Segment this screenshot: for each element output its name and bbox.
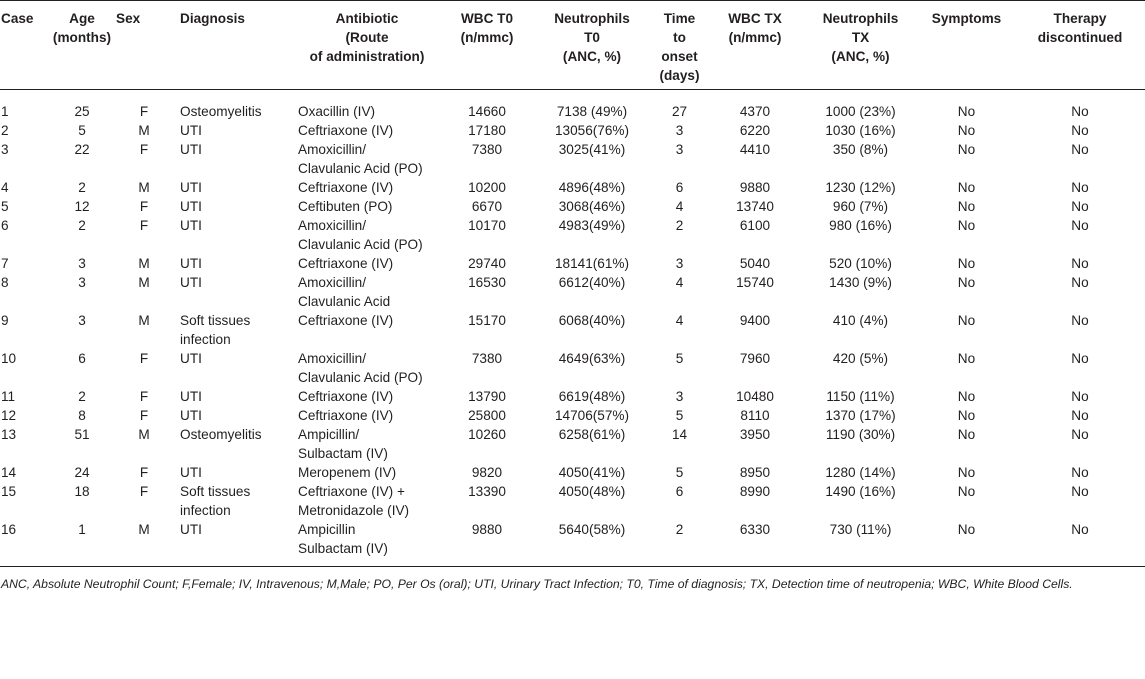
cell-diagnosis-line: Soft tissues (180, 484, 251, 499)
cell-diagnosis (174, 406, 292, 425)
cell-sex: M (114, 520, 174, 567)
cell-antibiotic-line: Amoxicillin/ (298, 218, 366, 233)
cell-time-to-onset: 3 (675, 256, 684, 271)
header-sex-line: Sex (116, 11, 141, 26)
cell-diagnosis-line: Osteomyelitis (180, 427, 262, 442)
cell-sex: F (139, 199, 149, 214)
header-therapy-discontinued (1015, 1, 1145, 90)
cell-diagnosis-line: UTI (180, 180, 202, 195)
cell-sex: F (139, 218, 149, 233)
cell-case: 4 (1, 180, 9, 195)
table-row (0, 482, 1145, 520)
header-case (0, 1, 50, 90)
cell-diagnosis (174, 273, 292, 311)
cell-neutrophils-tx: 960 (7%) (832, 199, 889, 214)
cell-neutrophils-tx: 1370 (17%) (825, 408, 896, 423)
cell-antibiotic (292, 387, 442, 406)
cell-wbc-t0: 15170 (468, 313, 506, 328)
cell-wbc-tx: 3950 (739, 427, 771, 442)
cell-neutrophils-t0: 4649(63%) (558, 351, 626, 366)
cell-age: 3 (78, 275, 86, 290)
cell-neutrophils-tx: 350 (8%) (832, 142, 889, 157)
cell-wbc-tx: 7960 (739, 351, 771, 366)
cell-time-to-onset: 5 (675, 408, 684, 423)
cell-symptoms: No (957, 256, 976, 271)
cell-sex: M (138, 123, 150, 138)
cell-age: 25 (74, 104, 90, 119)
cell-sex: M (138, 275, 150, 290)
cell-wbc-tx: 8950 (739, 465, 771, 480)
cell-wbc-t0: 14660 (468, 104, 506, 119)
cell-antibiotic-line: Oxacillin (IV) (298, 104, 376, 119)
cell-neutrophils-tx: 420 (5%) (832, 351, 889, 366)
cell-diagnosis-line: UTI (180, 123, 202, 138)
cell-age: 12 (74, 199, 90, 214)
cell-neutrophils-tx: 1190 (30%) (825, 427, 896, 442)
cell-wbc-tx: 6100 (739, 218, 771, 233)
table-row (0, 273, 1145, 311)
cell-case: 7 (1, 256, 9, 271)
cell-sex: F (139, 465, 149, 480)
cell-time-to-onset: 5 (675, 351, 684, 366)
cell-antibiotic-line: Sulbactam (IV) (298, 446, 388, 461)
table-row (0, 121, 1145, 140)
header-row (0, 1, 1145, 90)
cell-case: 6 (1, 218, 9, 233)
cell-neutrophils-tx: 1000 (23%) (825, 104, 896, 119)
cell-age: 2 (78, 389, 86, 404)
table-row (0, 178, 1145, 197)
table-row (0, 463, 1145, 482)
cell-therapy-discontinued: No (1071, 427, 1089, 442)
cell-case: 1 (1, 104, 9, 119)
cell-diagnosis (174, 425, 292, 463)
table-row (0, 197, 1145, 216)
header-age (50, 1, 114, 90)
header-antibiotic (292, 1, 442, 90)
cell-symptoms: No (918, 520, 1015, 567)
cell-therapy-discontinued: No (1071, 313, 1089, 328)
cell-antibiotic (292, 140, 442, 178)
cell-wbc-t0: 10200 (468, 180, 506, 195)
cell-antibiotic (292, 482, 442, 520)
cell-diagnosis (174, 178, 292, 197)
header-neutrophils-tx-line: (ANC, %) (831, 49, 890, 64)
cell-antibiotic (292, 520, 442, 567)
cell-diagnosis (174, 482, 292, 520)
cell-neutrophils-tx: 410 (4%) (832, 313, 889, 328)
cell-diagnosis-line: UTI (180, 522, 202, 537)
header-case-line: Case (1, 11, 34, 26)
cell-neutrophils-t0: 13056(76%) (554, 123, 630, 138)
cell-sex: M (138, 427, 150, 442)
cell-diagnosis-line: UTI (180, 351, 202, 366)
cell-age: 6 (78, 351, 86, 366)
cell-wbc-t0: 7380 (471, 142, 503, 157)
cell-sex: M (138, 256, 150, 271)
cell-neutrophils-tx: 1430 (9%) (829, 275, 892, 290)
cell-diagnosis-line: UTI (180, 142, 202, 157)
header-neutrophils-t0-line: (ANC, %) (562, 49, 622, 64)
cell-age: 18 (74, 484, 90, 499)
header-symptoms (918, 1, 1015, 90)
cell-wbc-t0: 17180 (468, 123, 506, 138)
cell-antibiotic-line: Amoxicillin/ (298, 351, 366, 366)
cell-antibiotic-line: Clavulanic Acid (PO) (298, 237, 423, 252)
cell-neutrophils-t0: 4050(41%) (558, 465, 626, 480)
header-antibiotic-line: (Route (345, 30, 389, 45)
cell-diagnosis-line: infection (180, 503, 231, 518)
cell-case: 5 (1, 199, 9, 214)
header-neutrophils-tx-line: Neutrophils (822, 11, 899, 26)
cell-symptoms: No (957, 427, 976, 442)
cell-time-to-onset: 4 (675, 199, 684, 214)
cell-wbc-t0: 13790 (468, 389, 506, 404)
cell-time-to-onset: 5 (675, 465, 684, 480)
cell-time-to-onset: 2 (652, 520, 707, 567)
cell-neutrophils-tx: 1030 (16%) (825, 123, 896, 138)
table-row (0, 90, 1145, 122)
cell-time-to-onset: 27 (671, 104, 688, 119)
table-row (0, 254, 1145, 273)
cell-antibiotic (292, 121, 442, 140)
cell-time-to-onset: 3 (675, 142, 684, 157)
cell-therapy-discontinued: No (1015, 520, 1145, 567)
cell-antibiotic-line: Ceftibuten (PO) (298, 199, 393, 214)
cell-time-to-onset: 14 (671, 427, 688, 442)
cell-therapy-discontinued: No (1071, 256, 1089, 271)
cell-antibiotic (292, 463, 442, 482)
cell-antibiotic-line: Meropenem (IV) (298, 465, 397, 480)
cell-antibiotic (292, 254, 442, 273)
cell-antibiotic (292, 349, 442, 387)
cell-diagnosis (174, 349, 292, 387)
cell-age: 5 (78, 123, 86, 138)
cell-diagnosis (174, 197, 292, 216)
table-header (0, 1, 1145, 90)
cell-diagnosis-line: UTI (180, 465, 202, 480)
cell-diagnosis (174, 90, 292, 122)
cell-antibiotic-line: Amoxicillin/ (298, 142, 366, 157)
header-diagnosis-line: Diagnosis (180, 11, 245, 26)
cell-diagnosis (174, 121, 292, 140)
cell-antibiotic-line: Ceftriaxone (IV) (298, 408, 394, 423)
cell-neutrophils-t0: 4896(48%) (558, 180, 626, 195)
header-therapy-discontinued-line: Therapy (1053, 11, 1107, 26)
cell-wbc-tx: 15740 (736, 275, 774, 290)
cell-wbc-tx: 8110 (740, 408, 770, 423)
header-wbc-t0 (442, 1, 532, 90)
cell-neutrophils-t0: 6612(40%) (558, 275, 626, 290)
cell-neutrophils-t0: 4050(48%) (558, 484, 626, 499)
cell-sex: M (138, 180, 150, 195)
header-wbc-tx-line: WBC TX (728, 11, 782, 26)
cell-symptoms: No (957, 180, 976, 195)
cell-symptoms: No (957, 123, 976, 138)
cell-antibiotic-line: Clavulanic Acid (298, 294, 391, 309)
cell-therapy-discontinued: No (1071, 408, 1089, 423)
cell-antibiotic-line: Ceftriaxone (IV) + (298, 484, 405, 499)
header-neutrophils-t0 (532, 1, 652, 90)
cell-antibiotic-line: Ceftriaxone (IV) (298, 256, 394, 271)
header-time-to-onset (652, 1, 707, 90)
cell-time-to-onset: 4 (675, 313, 684, 328)
cell-neutrophils-tx: 1150 (11%) (826, 389, 895, 404)
cell-sex: F (139, 408, 149, 423)
cell-case: 10 (1, 351, 17, 366)
cell-antibiotic-line: Ceftriaxone (IV) (298, 313, 394, 328)
cell-time-to-onset: 4 (675, 275, 684, 290)
cell-wbc-tx: 8990 (739, 484, 771, 499)
cell-age: 3 (78, 313, 86, 328)
cell-neutrophils-tx: 1280 (14%) (825, 465, 896, 480)
cell-age: 24 (74, 465, 90, 480)
cell-diagnosis-line: UTI (180, 256, 202, 271)
cell-wbc-t0: 10170 (468, 218, 506, 233)
cell-antibiotic-line: Ceftriaxone (IV) (298, 389, 394, 404)
table-footnote: ANC, Absolute Neutrophil Count; F,Female; IV, Intravenous; M,Male; PO, Per Os (oral); UTI, Urinary Tract Infection; T0, Time of diagnosis; TX, Detection time of neutropenia; WBC, White Blood Cells. (1, 577, 1073, 591)
cell-diagnosis-line: UTI (180, 199, 202, 214)
cell-neutrophils-t0: 3068(46%) (558, 199, 626, 214)
cell-case: 9 (1, 313, 9, 328)
cell-diagnosis (174, 140, 292, 178)
cell-diagnosis-line: UTI (180, 408, 202, 423)
cell-neutrophils-t0: 7138 (49%) (556, 104, 628, 119)
cell-wbc-tx: 10480 (736, 389, 774, 404)
cell-antibiotic (292, 216, 442, 254)
cell-therapy-discontinued: No (1071, 389, 1089, 404)
cell-age: 22 (74, 142, 90, 157)
cell-wbc-t0: 10260 (468, 427, 506, 442)
cell-case: 16 (0, 520, 50, 567)
cell-antibiotic-line: Ceftriaxone (IV) (298, 123, 394, 138)
cell-age: 8 (78, 408, 86, 423)
cell-antibiotic-line: Ceftriaxone (IV) (298, 180, 394, 195)
cell-wbc-t0: 9820 (471, 465, 503, 480)
cell-therapy-discontinued: No (1071, 104, 1089, 119)
cell-wbc-tx: 6220 (739, 123, 771, 138)
cell-case: 14 (1, 465, 17, 480)
cell-neutrophils-tx: 520 (10%) (829, 256, 892, 271)
header-diagnosis (174, 1, 292, 90)
header-age-line: (months) (52, 30, 112, 45)
cell-time-to-onset: 3 (675, 123, 684, 138)
cell-neutrophils-t0: 6258(61%) (558, 427, 626, 442)
header-antibiotic-line: Antibiotic (335, 11, 399, 26)
cell-wbc-t0: 25800 (468, 408, 506, 423)
table-row (0, 425, 1145, 463)
header-symptoms-line: Symptoms (931, 11, 1002, 26)
cell-antibiotic (292, 311, 442, 349)
cell-antibiotic-line: Ampicillin (298, 522, 356, 537)
cell-diagnosis (174, 463, 292, 482)
cell-antibiotic-line: Ampicillin/ (298, 427, 360, 442)
header-wbc-tx (707, 1, 803, 90)
header-neutrophils-tx-line: TX (851, 30, 870, 45)
cell-wbc-t0: 7380 (471, 351, 503, 366)
cell-wbc-tx: 6330 (707, 520, 803, 567)
header-antibiotic-line: of administration) (309, 49, 425, 64)
header-time-to-onset-line: onset (661, 49, 698, 64)
cell-symptoms: No (957, 199, 976, 214)
cell-case: 2 (1, 123, 9, 138)
cell-diagnosis (174, 216, 292, 254)
cell-wbc-t0: 13390 (468, 484, 506, 499)
header-time-to-onset-line: (days) (659, 68, 700, 83)
cell-age: 3 (78, 256, 86, 271)
table-row (0, 349, 1145, 387)
cell-sex: F (139, 104, 149, 119)
cell-diagnosis-line: Osteomyelitis (180, 104, 262, 119)
header-therapy-discontinued-line: discontinued (1037, 30, 1123, 45)
table-row (0, 140, 1145, 178)
cell-diagnosis (174, 311, 292, 349)
cell-wbc-tx: 9400 (739, 313, 771, 328)
cell-therapy-discontinued: No (1071, 180, 1089, 195)
cell-time-to-onset: 3 (675, 389, 684, 404)
header-neutrophils-t0-line: Neutrophils (554, 11, 630, 26)
cell-antibiotic-line: Amoxicillin/ (298, 275, 366, 290)
cell-case: 11 (1, 389, 16, 404)
cell-diagnosis (174, 254, 292, 273)
header-wbc-tx-line: (n/mmc) (728, 30, 782, 45)
cell-diagnosis-line: UTI (180, 218, 202, 233)
header-time-to-onset-line: Time (663, 11, 696, 26)
cell-diagnosis-line: infection (180, 332, 231, 347)
cell-wbc-tx: 4410 (739, 142, 771, 157)
cell-case: 15 (1, 484, 17, 499)
table-body (0, 90, 1145, 567)
table-row (0, 406, 1145, 425)
header-time-to-onset-line: to (673, 30, 686, 45)
cell-therapy-discontinued: No (1071, 123, 1089, 138)
cell-wbc-tx: 13740 (736, 199, 774, 214)
cell-symptoms: No (957, 389, 976, 404)
cell-wbc-t0: 9880 (442, 520, 532, 567)
cell-neutrophils-t0: 18141(61%) (554, 256, 630, 271)
cell-diagnosis-line: UTI (180, 389, 202, 404)
cell-wbc-tx: 4370 (739, 104, 771, 119)
cell-wbc-t0: 6670 (471, 199, 503, 214)
cell-antibiotic (292, 273, 442, 311)
cell-antibiotic (292, 178, 442, 197)
cell-sex: F (139, 142, 149, 157)
cell-antibiotic-line: Metronidazole (IV) (298, 503, 410, 518)
table-row (0, 387, 1145, 406)
header-neutrophils-t0-line: T0 (584, 30, 600, 45)
cell-case: 8 (1, 275, 9, 290)
cell-diagnosis (174, 387, 292, 406)
cell-time-to-onset: 6 (675, 484, 684, 499)
cell-wbc-tx: 5040 (739, 256, 771, 271)
cell-case: 3 (1, 142, 9, 157)
cell-neutrophils-tx: 980 (16%) (829, 218, 892, 233)
cell-antibiotic-line: Clavulanic Acid (PO) (298, 161, 423, 176)
header-wbc-t0-line: (n/mmc) (460, 30, 514, 45)
cell-sex: M (138, 313, 150, 328)
cell-symptoms: No (957, 218, 976, 233)
cell-therapy-discontinued: No (1071, 218, 1089, 233)
cell-therapy-discontinued: No (1071, 351, 1089, 366)
header-sex (114, 1, 174, 90)
cell-therapy-discontinued: No (1071, 484, 1089, 499)
cell-antibiotic-line: Clavulanic Acid (PO) (298, 370, 423, 385)
cell-antibiotic (292, 90, 442, 122)
cell-neutrophils-tx: 1490 (16%) (825, 484, 896, 499)
cell-diagnosis-line: UTI (180, 275, 202, 290)
cell-symptoms: No (957, 484, 976, 499)
cell-case: 12 (1, 408, 17, 423)
cell-neutrophils-t0: 3025(41%) (558, 142, 626, 157)
cell-symptoms: No (957, 313, 976, 328)
cell-age: 1 (50, 520, 114, 567)
table-row (0, 311, 1145, 349)
cell-symptoms: No (957, 465, 976, 480)
cell-sex: F (139, 351, 149, 366)
cell-wbc-tx: 9880 (739, 180, 771, 195)
cell-therapy-discontinued: No (1071, 199, 1089, 214)
cell-antibiotic (292, 197, 442, 216)
cell-neutrophils-t0: 14706(57%) (554, 408, 630, 423)
cell-time-to-onset: 2 (675, 218, 684, 233)
header-wbc-t0-line: WBC T0 (460, 11, 514, 26)
cell-therapy-discontinued: No (1071, 465, 1089, 480)
cell-neutrophils-tx: 1230 (12%) (825, 180, 896, 195)
cell-time-to-onset: 6 (675, 180, 684, 195)
cell-neutrophils-t0: 6619(48%) (558, 389, 626, 404)
cell-symptoms: No (957, 351, 976, 366)
cell-age: 2 (78, 218, 86, 233)
cell-case: 13 (1, 427, 17, 442)
cell-neutrophils-tx: 730 (11%) (803, 520, 918, 567)
cell-neutrophils-t0: 4983(49%) (558, 218, 626, 233)
cell-neutrophils-t0: 5640(58%) (532, 520, 652, 567)
cell-antibiotic (292, 406, 442, 425)
cell-age: 2 (78, 180, 86, 195)
cell-symptoms: No (957, 142, 976, 157)
cell-diagnosis-line: Soft tissues (180, 313, 251, 328)
cell-therapy-discontinued: No (1071, 275, 1089, 290)
cell-antibiotic (292, 425, 442, 463)
cell-symptoms: No (957, 408, 976, 423)
cell-antibiotic-line: Sulbactam (IV) (298, 541, 388, 556)
header-age-line: Age (69, 11, 95, 26)
table-row (0, 520, 1145, 567)
cell-sex: F (139, 484, 149, 499)
cell-symptoms: No (957, 104, 976, 119)
cell-therapy-discontinued: No (1071, 142, 1089, 157)
header-neutrophils-tx (803, 1, 918, 90)
table-row (0, 216, 1145, 254)
cell-diagnosis (174, 520, 292, 567)
cell-sex: F (139, 389, 149, 404)
cell-age: 51 (74, 427, 90, 442)
cell-neutrophils-t0: 6068(40%) (558, 313, 626, 328)
cell-symptoms: No (957, 275, 976, 290)
cell-wbc-t0: 16530 (468, 275, 506, 290)
cell-wbc-t0: 29740 (468, 256, 506, 271)
